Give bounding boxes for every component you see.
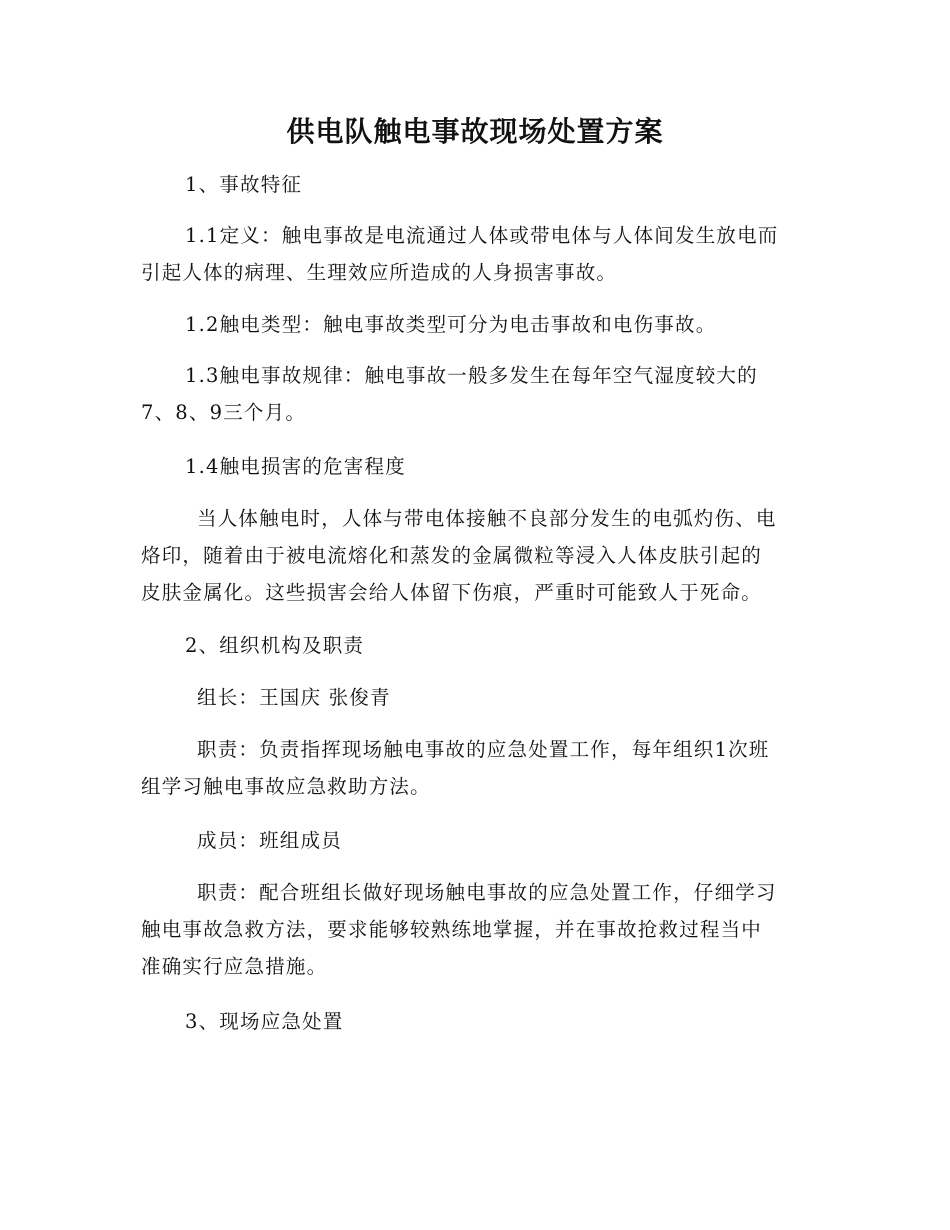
section-heading-3 bbox=[141, 1003, 811, 1040]
paragraph-harm-description bbox=[141, 500, 811, 611]
paragraph-line: 引起人体的病理、生理效应所造成的人身损害事故。 bbox=[141, 261, 618, 284]
paragraph-line: 当人体触电时，人体与带电体接触不良部分发生的电弧灼伤、电 bbox=[197, 507, 777, 530]
paragraph-leader-duties bbox=[141, 731, 811, 805]
paragraph-members bbox=[141, 822, 811, 859]
paragraph-line: 1.3触电事故规律：触电事故一般多发生在每年空气湿度较大的 bbox=[185, 364, 758, 387]
paragraph-line: 1.4触电损害的危害程度 bbox=[185, 455, 406, 478]
paragraph-line: 1、事故特征 bbox=[185, 173, 303, 196]
paragraph-line: 皮肤金属化。这些损害会给人体留下伤痕，严重时可能致人于死命。 bbox=[141, 581, 763, 604]
paragraph-line: 烙印，随着由于被电流熔化和蒸发的金属微粒等浸入人体皮肤引起的 bbox=[141, 544, 763, 567]
subheading-harm-degree bbox=[141, 448, 811, 485]
paragraph-line: 7、8、9三个月。 bbox=[141, 401, 307, 424]
paragraph-line: 职责：配合班组长做好现场触电事故的应急处置工作，仔细学习 bbox=[197, 881, 777, 904]
paragraph-line: 1.2触电类型：触电事故类型可分为电击事故和电伤事故。 bbox=[185, 313, 717, 336]
section-heading-2 bbox=[141, 627, 811, 664]
paragraph-team-leader bbox=[141, 679, 811, 716]
paragraph-line: 1.1定义：触电事故是电流通过人体或带电体与人体间发生放电而 bbox=[185, 224, 779, 247]
paragraph-line: 准确实行应急措施。 bbox=[141, 955, 328, 978]
paragraph-line: 成员：班组成员 bbox=[197, 829, 342, 852]
paragraph-line: 组长：王国庆 张俊青 bbox=[197, 686, 391, 709]
document-title: 供电队触电事故现场处置方案 bbox=[286, 115, 664, 148]
paragraph-line: 组学习触电事故应急救助方法。 bbox=[141, 775, 431, 798]
section-heading-1 bbox=[141, 166, 811, 203]
paragraph-member-duties bbox=[141, 874, 811, 985]
paragraph-line: 触电事故急救方法，要求能够较熟练地掌握，并在事故抢救过程当中 bbox=[141, 918, 763, 941]
paragraph-electric-shock-patterns bbox=[141, 357, 811, 431]
paragraph-definition bbox=[141, 217, 811, 291]
paragraph-line: 职责：负责指挥现场触电事故的应急处置工作，每年组织1次班 bbox=[197, 738, 770, 761]
paragraph-electric-shock-types bbox=[141, 306, 811, 343]
paragraph-line: 2、组织机构及职责 bbox=[185, 634, 365, 657]
paragraph-line: 3、现场应急处置 bbox=[185, 1010, 344, 1033]
